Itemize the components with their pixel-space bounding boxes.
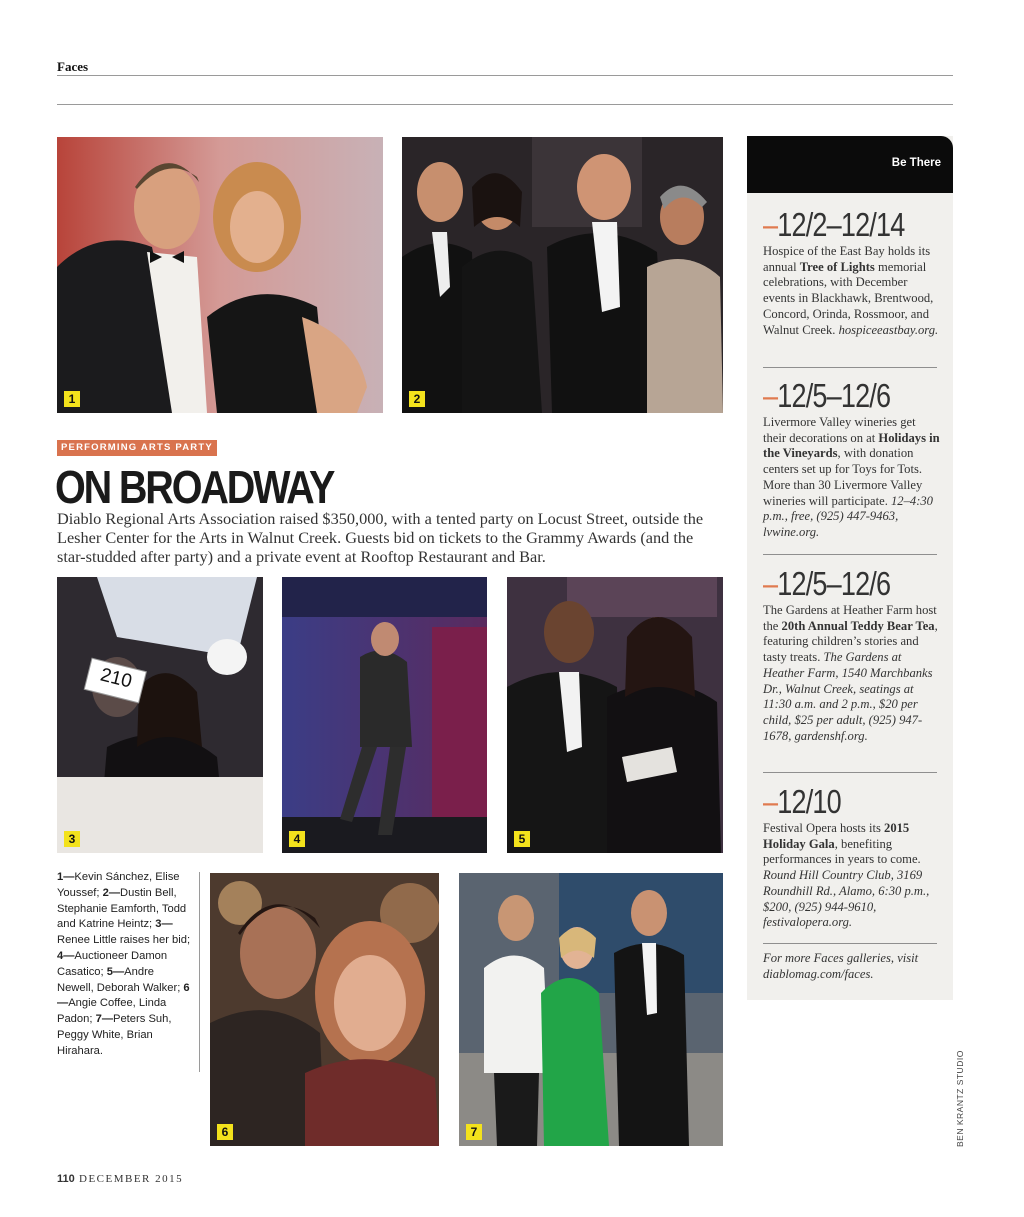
event-description: Livermore Valley wineries get their decorations on at Holidays in the Vineyards, with donation centers set up for Toys for Tots. More than 30 Livermore Valley wineries will participate. 12–4:30 p.m., free, (925) 447-9463, lvwine.org. xyxy=(763,415,940,539)
caption-2: 2—Dustin Bell, Stephanie Eamforth, Todd and Katrine Heintz; xyxy=(57,886,187,931)
more-galleries-note: For more Faces galleries, visit diablomag.com/faces. xyxy=(763,951,919,981)
header-rule-2 xyxy=(57,104,953,105)
event-description: Festival Opera hosts its 2015 Holiday Gala, benefiting performances in years to come. Round Hill Country Club, 3169 Roundhill Rd., Alamo, 6:30 p.m., $200, (925) 944-9610, festivalopera.org. xyxy=(763,821,930,930)
photo-2 xyxy=(402,137,723,413)
photo-number: 1 xyxy=(64,391,80,407)
caption-3: 3—Renee Little raises her bid; xyxy=(57,918,191,947)
caption-7: 7—Peters Suh, Peggy White, Brian Hirahara. xyxy=(57,1013,172,1057)
caption-5: 5—Andre Newell, Deborah Walker; xyxy=(57,965,184,994)
caption-divider xyxy=(199,872,200,1072)
event-divider xyxy=(763,554,937,555)
event-description: Hospice of the East Bay holds its annual Tree of Lights memorial celebrations, with December events in Blackhawk, Brentwood, Concord, Orinda, Rossmoor, and Walnut Creek. hospiceeastbay.org. xyxy=(763,244,939,337)
photo-credit: BEN KRANTZ STUDIO xyxy=(955,1050,965,1147)
photo-1 xyxy=(57,137,383,413)
photo-number: 7 xyxy=(466,1124,482,1140)
article-headline: ON BROADWAY xyxy=(55,461,334,513)
event-divider xyxy=(763,943,937,944)
photo-captions xyxy=(57,870,192,1060)
event-date: –12/2–12/14 xyxy=(763,206,905,243)
photo-number: 4 xyxy=(289,831,305,847)
photo-number: 3 xyxy=(64,831,80,847)
event-divider xyxy=(763,367,937,368)
page-folio: 110 DECEMBER 2015 xyxy=(57,1173,184,1185)
photo-3 xyxy=(57,577,263,853)
photo-number: 6 xyxy=(217,1124,233,1140)
photo-6 xyxy=(210,873,439,1146)
section-label: Faces xyxy=(57,59,89,74)
bid-paddle-number: 210 xyxy=(98,664,135,693)
event-date: –12/5–12/6 xyxy=(763,377,891,414)
event-3 xyxy=(763,566,941,744)
event-description: The Gardens at Heather Farm host the 20th Annual Teddy Bear Tea, featuring children’s stories and tasty treats. The Gardens at Heather Farm, 1540 Marchbanks Dr., Walnut Creek, seatings at 11:30 a.m. and 2 p.m., $20 per child, $25 per adult, (925) 947-1678, gardenshf.org. xyxy=(763,603,938,743)
event-1 xyxy=(763,207,941,338)
article-dek: Diablo Regional Arts Association raised $350,000, with a tented party on Locust Street, outside the Lesher Center for the Arts in Walnut Creek. Guests bid on tickets to the Grammy Awards (and the star-studded after party) and a private event at Rooftop Restaurant and Bar. xyxy=(57,509,704,566)
event-date: –12/10 xyxy=(763,783,841,820)
event-date: –12/5–12/6 xyxy=(763,565,891,602)
event-divider xyxy=(763,772,937,773)
article-tag: PERFORMING ARTS PARTY xyxy=(57,440,217,456)
photo-5 xyxy=(507,577,723,853)
sidebar-header xyxy=(747,136,953,193)
photo-number: 5 xyxy=(514,831,530,847)
caption-4: 4—Auctioneer Damon Casatico; xyxy=(57,949,168,978)
photo-7 xyxy=(459,873,723,1146)
caption-6: 6—Angie Coffee, Linda Padon; xyxy=(57,981,190,1026)
caption-1: 1—Kevin Sánchez, Elise Youssef; xyxy=(57,871,180,899)
header-rule xyxy=(57,75,953,76)
photo-4 xyxy=(282,577,487,853)
photo-number: 2 xyxy=(409,391,425,407)
event-2 xyxy=(763,378,941,541)
event-4 xyxy=(763,784,941,931)
sidebar-title: Be There xyxy=(891,157,941,169)
